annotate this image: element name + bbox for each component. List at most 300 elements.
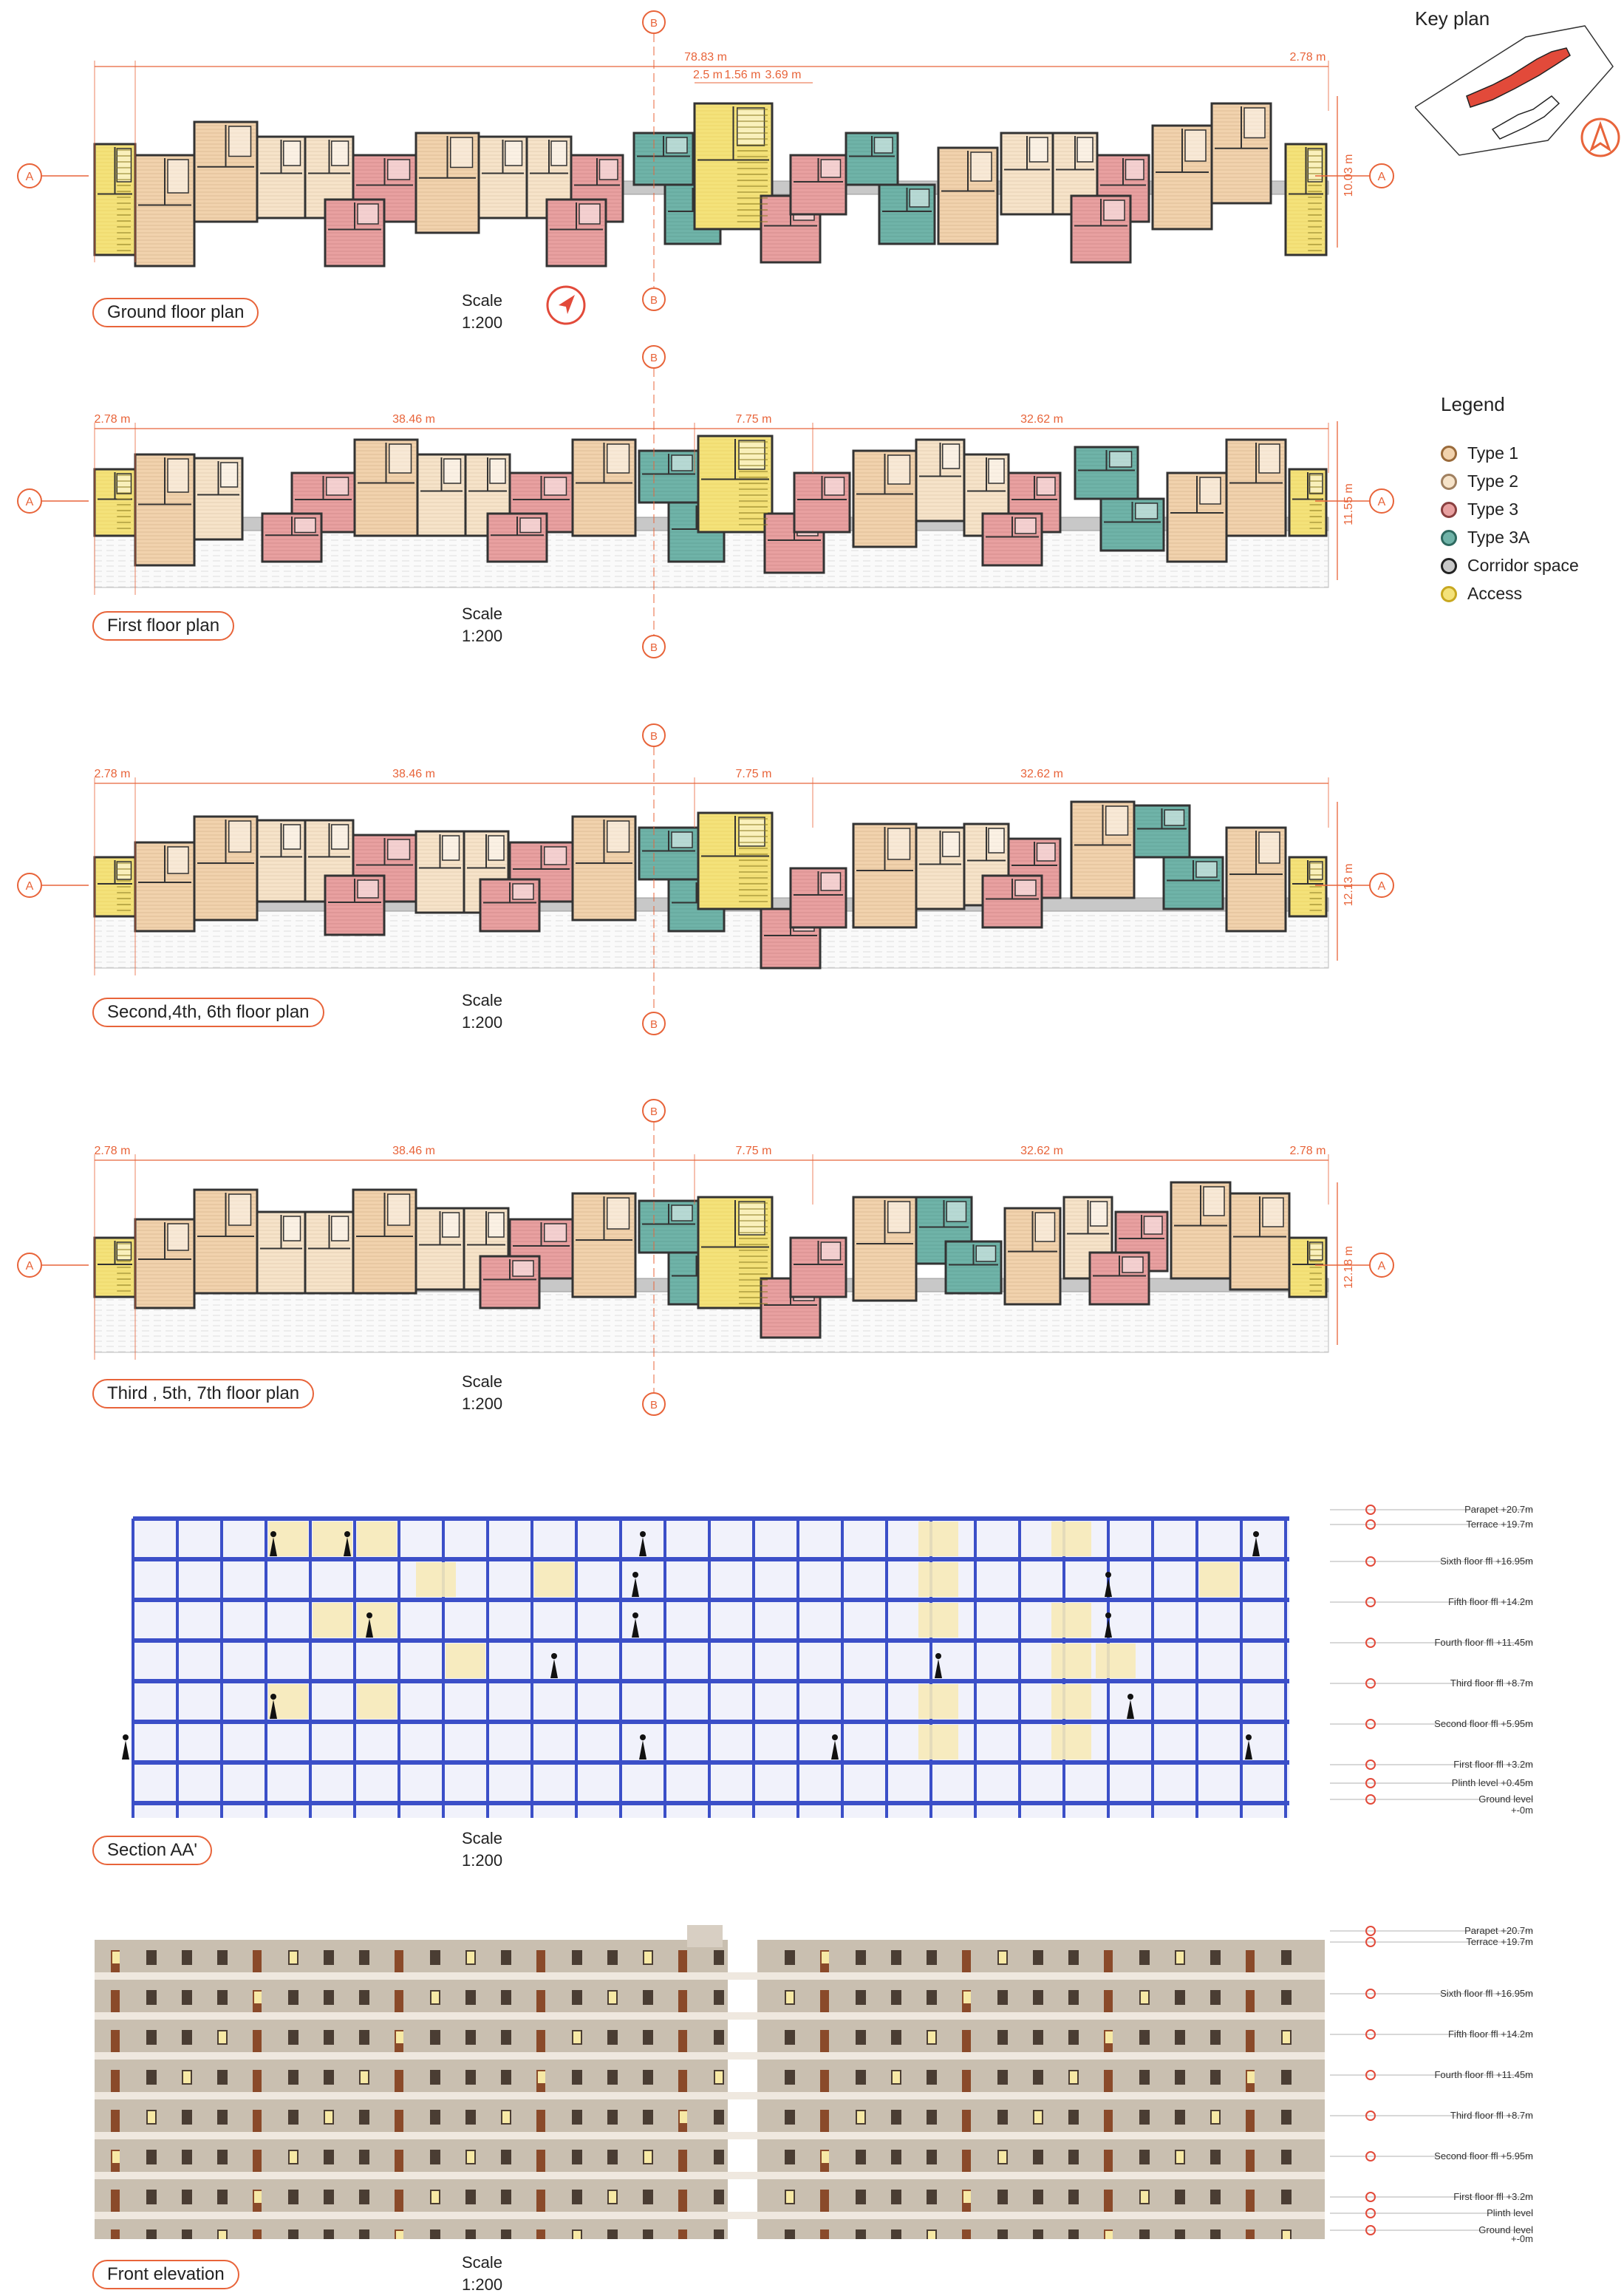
lit-window <box>822 2151 829 2163</box>
window <box>146 1990 157 2005</box>
lit-window <box>538 2071 545 2083</box>
window <box>111 2229 120 2239</box>
legend-label: Type 1 <box>1467 443 1519 463</box>
lit-window <box>467 2151 474 2163</box>
section-marker-label: A <box>25 880 34 893</box>
section-marker-label: B <box>649 641 658 654</box>
window <box>1068 2110 1079 2125</box>
window <box>785 1950 795 1965</box>
window <box>288 2070 298 2085</box>
balcony-slab <box>95 2092 1325 2099</box>
window <box>1139 2150 1150 2164</box>
window <box>1281 1990 1292 2005</box>
lit-window <box>999 2151 1006 2163</box>
window <box>997 2070 1008 2085</box>
window <box>1210 1990 1221 2005</box>
toilet-block <box>1204 1187 1224 1216</box>
window <box>997 1990 1008 2005</box>
lit-room <box>1051 1522 1091 1556</box>
window <box>111 2030 120 2052</box>
dim-label: 7.75 m <box>735 768 772 780</box>
window <box>820 2190 829 2212</box>
window <box>714 2190 724 2204</box>
lit-room <box>1051 1725 1091 1760</box>
window <box>607 1950 618 1965</box>
lit-room <box>357 1603 397 1638</box>
window <box>927 2150 937 2164</box>
toilet-block <box>513 884 533 899</box>
section-marker-label: A <box>1377 496 1386 508</box>
window <box>1246 2030 1255 2052</box>
window <box>927 2110 937 2125</box>
window <box>714 2110 724 2125</box>
lit-room <box>313 1603 352 1638</box>
level-label: Parapet +20.7m <box>1464 1504 1533 1515</box>
balcony-slab <box>95 2132 1325 2139</box>
toilet-block <box>672 455 692 471</box>
window <box>820 2070 829 2092</box>
window <box>997 2030 1008 2045</box>
window <box>714 1950 724 1965</box>
window <box>1104 2110 1113 2132</box>
window <box>501 2070 511 2085</box>
window <box>962 2150 971 2172</box>
window <box>1139 1950 1150 1965</box>
toilet-block <box>1015 518 1036 534</box>
level-label: Plinth level <box>1487 2207 1533 2218</box>
window <box>288 2229 298 2239</box>
window <box>714 2030 724 2045</box>
toilet-block <box>1310 1242 1323 1260</box>
lit-window <box>573 2031 581 2043</box>
window <box>359 2030 369 2045</box>
lit-window <box>396 2031 403 2043</box>
level-label: Ground level <box>1478 1793 1533 1805</box>
toilet-block <box>229 1194 251 1225</box>
total-length-label: 78.83 m <box>684 51 727 64</box>
window <box>146 2190 157 2204</box>
window <box>785 2030 795 2045</box>
toilet-block <box>332 141 349 166</box>
window <box>1033 2190 1043 2204</box>
section-marker-label: B <box>649 1399 658 1411</box>
window <box>856 2229 866 2239</box>
toilet-block <box>1106 806 1128 835</box>
window <box>395 2190 403 2212</box>
window <box>359 2190 369 2204</box>
window <box>430 2150 440 2164</box>
toilet-block <box>117 474 131 494</box>
lit-window <box>148 2111 155 2123</box>
toilet-block <box>327 477 349 495</box>
toilet-block <box>332 1216 349 1241</box>
section-marker-label: B <box>649 1106 658 1118</box>
balcony-slab <box>95 1972 1325 1980</box>
window <box>820 1990 829 2012</box>
toilet-block <box>739 1202 765 1235</box>
window <box>856 2030 866 2045</box>
window <box>111 2110 120 2132</box>
window <box>1033 1950 1043 1965</box>
toilet-block <box>443 1213 460 1237</box>
legend-swatch-icon <box>1441 502 1457 518</box>
window <box>1210 2030 1221 2045</box>
toilet-block <box>388 1194 410 1225</box>
window <box>359 2150 369 2164</box>
lit-window <box>1212 2111 1219 2123</box>
window <box>643 2229 653 2239</box>
window <box>217 2190 228 2204</box>
window <box>1246 1950 1255 1972</box>
window <box>997 2229 1008 2239</box>
dim-label: 3.69 m <box>765 69 802 81</box>
toilet-block <box>943 832 960 856</box>
legend-label: Type 3A <box>1467 528 1530 547</box>
window <box>1246 2229 1255 2239</box>
dim-label: 7.75 m <box>735 1145 772 1157</box>
lit-room <box>357 1522 397 1556</box>
window <box>536 2150 545 2172</box>
lit-window <box>502 2111 510 2123</box>
window <box>714 1990 724 2005</box>
window <box>501 1950 511 1965</box>
person-icon <box>1105 1572 1111 1578</box>
window <box>146 1950 157 1965</box>
window <box>678 2229 687 2239</box>
window <box>465 2070 476 2085</box>
toilet-block <box>888 455 910 484</box>
window <box>714 2229 724 2239</box>
window <box>182 2030 192 2045</box>
toilet-block <box>579 204 600 224</box>
window <box>501 2030 511 2045</box>
toilet-block <box>1077 137 1093 162</box>
toilet-block <box>1037 477 1056 495</box>
dim-label: 32.62 m <box>1020 413 1063 426</box>
section-aa-drawing <box>0 1485 1552 1818</box>
legend-item <box>1441 443 1518 463</box>
first-floor-scale: Scale 1:200 <box>462 604 503 645</box>
window <box>324 2030 334 2045</box>
lit-room <box>918 1562 958 1597</box>
window <box>1210 2070 1221 2085</box>
toilet-block <box>117 862 131 879</box>
window <box>927 1950 937 1965</box>
legend-swatch-icon <box>1441 530 1457 546</box>
toilet-block <box>443 836 460 860</box>
window <box>1281 2190 1292 2204</box>
dim-label: 1.56 m <box>724 69 761 81</box>
lit-window <box>1141 2191 1148 2203</box>
lit-window <box>431 1992 439 2003</box>
toilet-block <box>358 204 378 224</box>
level-label: First floor ffl +3.2m <box>1453 1759 1533 1770</box>
window <box>465 2190 476 2204</box>
window <box>927 2190 937 2204</box>
section-aa-title: Section AA' <box>92 1836 212 1865</box>
lit-window <box>822 1952 829 1963</box>
toilet-block <box>943 444 960 469</box>
window <box>607 2229 618 2239</box>
level-label: +-0m <box>1511 2233 1533 2244</box>
window <box>395 1950 403 1972</box>
window <box>536 2229 545 2239</box>
toilet-block <box>1091 1202 1108 1226</box>
window <box>359 2110 369 2125</box>
toilet-block <box>117 1242 131 1260</box>
lit-window <box>361 2071 368 2083</box>
toilet-block <box>672 1205 692 1221</box>
toilet-block <box>821 160 840 177</box>
window <box>962 2229 971 2239</box>
toilet-block <box>875 137 893 153</box>
window <box>962 1950 971 1972</box>
window <box>1104 1950 1113 1972</box>
lit-window <box>1070 2071 1077 2083</box>
lit-room <box>416 1562 456 1597</box>
window <box>1175 1990 1185 2005</box>
lit-window <box>467 1952 474 1963</box>
toilet-block <box>1196 862 1217 877</box>
lit-window <box>928 2231 935 2239</box>
depth-dimension-label: 10.03 m <box>1342 154 1355 197</box>
dim-label: 38.46 m <box>392 768 435 780</box>
window <box>146 2229 157 2239</box>
window <box>1068 2150 1079 2164</box>
window <box>1210 1950 1221 1965</box>
lit-window <box>1034 2111 1042 2123</box>
legend-swatch-icon <box>1441 586 1457 602</box>
window <box>891 2229 901 2239</box>
dim-label-left: 2.78 m <box>94 1145 131 1157</box>
toilet-block <box>739 817 765 846</box>
level-label: Third floor ffl +8.7m <box>1450 1677 1533 1689</box>
person-icon <box>632 1572 638 1578</box>
toilet-block <box>388 839 410 859</box>
section-marker-label: A <box>25 171 34 183</box>
window <box>324 2070 334 2085</box>
window <box>1068 1950 1079 1965</box>
window <box>395 2110 403 2132</box>
window <box>856 2150 866 2164</box>
section-marker-label: B <box>649 294 658 307</box>
lit-window <box>1105 2031 1113 2043</box>
level-label: First floor ffl +3.2m <box>1453 2191 1533 2202</box>
window <box>465 2030 476 2045</box>
depth-dimension-label: 11.55 m <box>1342 483 1355 525</box>
toilet-block <box>821 1242 840 1260</box>
window <box>146 2150 157 2164</box>
lit-room <box>918 1725 958 1760</box>
window <box>1104 2070 1113 2092</box>
window <box>182 2229 192 2239</box>
toilet-block <box>672 832 692 848</box>
legend-label: Type 3 <box>1467 500 1519 519</box>
lit-window <box>1247 2071 1255 2083</box>
window <box>785 2150 795 2164</box>
dim-label: 32.62 m <box>1020 1145 1063 1157</box>
toilet-block <box>910 189 929 207</box>
window <box>430 2070 440 2085</box>
lit-window <box>1283 2031 1290 2043</box>
window <box>1246 2150 1255 2172</box>
window <box>997 2110 1008 2125</box>
person-icon <box>551 1653 557 1659</box>
window <box>288 2190 298 2204</box>
north-arrow-icon <box>1580 117 1621 158</box>
person-icon <box>270 1531 276 1537</box>
toilet-block <box>221 463 238 487</box>
dim-label-left: 2.78 m <box>94 768 131 780</box>
toilet-block <box>821 873 840 890</box>
level-label: Sixth floor ffl +16.95m <box>1440 1988 1533 1999</box>
toilet-block <box>1164 810 1184 825</box>
person-icon <box>123 1734 129 1740</box>
level-label: Second floor ffl +5.95m <box>1434 1718 1533 1729</box>
window <box>253 2030 262 2052</box>
window <box>324 2190 334 2204</box>
stair-shaft <box>728 1940 757 2239</box>
toilet-block <box>1030 137 1048 162</box>
person-icon <box>1253 1531 1259 1537</box>
toilet-block <box>1308 149 1322 182</box>
person-icon <box>270 1694 276 1700</box>
lit-room <box>357 1684 397 1719</box>
legend-label: Type 2 <box>1467 471 1519 491</box>
window <box>288 1990 298 2005</box>
window <box>1210 2229 1221 2239</box>
section-marker-label: A <box>25 1260 34 1273</box>
toilet-block <box>1126 160 1144 180</box>
level-label: Terrace +19.7m <box>1466 1519 1533 1530</box>
window <box>111 2190 120 2212</box>
section-marker-label: A <box>1377 171 1386 183</box>
lit-window <box>680 2111 687 2123</box>
level-label: Plinth level +0.45m <box>1451 1777 1533 1788</box>
window <box>1068 2229 1079 2239</box>
window <box>536 2190 545 2212</box>
lit-room <box>446 1643 485 1678</box>
window <box>678 2150 687 2172</box>
window <box>536 1950 545 1972</box>
window <box>820 2229 829 2239</box>
lit-window <box>609 1992 616 2003</box>
window <box>927 2070 937 2085</box>
toilet-block <box>389 444 412 473</box>
person-icon <box>366 1612 372 1618</box>
front-elevation-drawing <box>0 1914 1552 2239</box>
second-floor-scale: Scale 1:200 <box>462 991 503 1032</box>
window <box>891 2190 901 2204</box>
window <box>572 1990 582 2005</box>
lit-window <box>431 2191 439 2203</box>
person-icon <box>344 1531 350 1537</box>
lit-room <box>918 1603 958 1638</box>
window <box>678 2190 687 2212</box>
toilet-block <box>545 1224 567 1241</box>
window <box>253 2150 262 2172</box>
balcony-slab <box>95 2212 1325 2219</box>
toilet-block <box>1015 880 1036 896</box>
window <box>465 2110 476 2125</box>
window <box>182 1990 192 2005</box>
window <box>146 2030 157 2045</box>
toilet-block <box>976 1246 995 1261</box>
window <box>678 2070 687 2092</box>
window <box>891 2110 901 2125</box>
level-label: Fifth floor ffl +14.2m <box>1447 1596 1533 1607</box>
person-icon <box>935 1653 941 1659</box>
lit-window <box>786 2191 794 2203</box>
lit-window <box>112 2151 120 2163</box>
level-label: Fourth floor ffl +11.45m <box>1434 2069 1533 2080</box>
person-icon <box>1127 1694 1133 1700</box>
toilet-block <box>444 459 461 483</box>
window <box>395 2150 403 2172</box>
window <box>253 2229 262 2239</box>
toilet-block <box>332 825 349 849</box>
window <box>182 1950 192 1965</box>
window <box>324 2229 334 2239</box>
window <box>1104 2150 1113 2172</box>
section-marker-label: B <box>649 1018 658 1031</box>
window <box>1246 1990 1255 2012</box>
balcony-slab <box>95 2012 1325 2020</box>
window <box>1033 2229 1043 2239</box>
window <box>678 2030 687 2052</box>
toilet-block <box>1310 862 1323 879</box>
level-label: Third floor ffl +8.7m <box>1450 2110 1533 2121</box>
toilet-block <box>490 459 505 483</box>
lit-window <box>396 2231 403 2239</box>
window <box>1068 2190 1079 2204</box>
window <box>856 1950 866 1965</box>
window <box>572 1950 582 1965</box>
lit-window <box>183 2071 191 2083</box>
front-elevation-title: Front elevation <box>92 2260 239 2289</box>
window <box>678 1950 687 1972</box>
ground-floor-scale: Scale 1:200 <box>462 291 503 332</box>
legend-swatch-icon <box>1441 558 1457 574</box>
person-icon <box>1246 1734 1252 1740</box>
dim-label: 38.46 m <box>392 413 435 426</box>
person-icon <box>640 1734 646 1740</box>
window <box>324 1990 334 2005</box>
lit-window <box>609 2191 616 2203</box>
section-scale: Scale 1:200 <box>462 1829 503 1870</box>
window <box>501 2190 511 2204</box>
window <box>607 2030 618 2045</box>
window <box>146 2070 157 2085</box>
window <box>1210 2190 1221 2204</box>
lit-window <box>1105 2231 1113 2239</box>
legend-title: Legend <box>1441 393 1505 415</box>
lit-window <box>290 1952 297 1963</box>
window <box>217 2150 228 2164</box>
window <box>572 2190 582 2204</box>
level-label: Fifth floor ffl +14.2m <box>1447 2028 1533 2040</box>
level-label: Fourth floor ffl +11.45m <box>1434 1637 1533 1648</box>
window <box>927 1990 937 2005</box>
window <box>856 2190 866 2204</box>
window <box>1033 1990 1043 2005</box>
toilet-block <box>739 440 765 469</box>
legend-swatch-icon <box>1441 474 1457 490</box>
toilet-block <box>168 1224 188 1250</box>
window <box>820 2030 829 2052</box>
window <box>714 2150 724 2164</box>
window <box>1175 2110 1185 2125</box>
